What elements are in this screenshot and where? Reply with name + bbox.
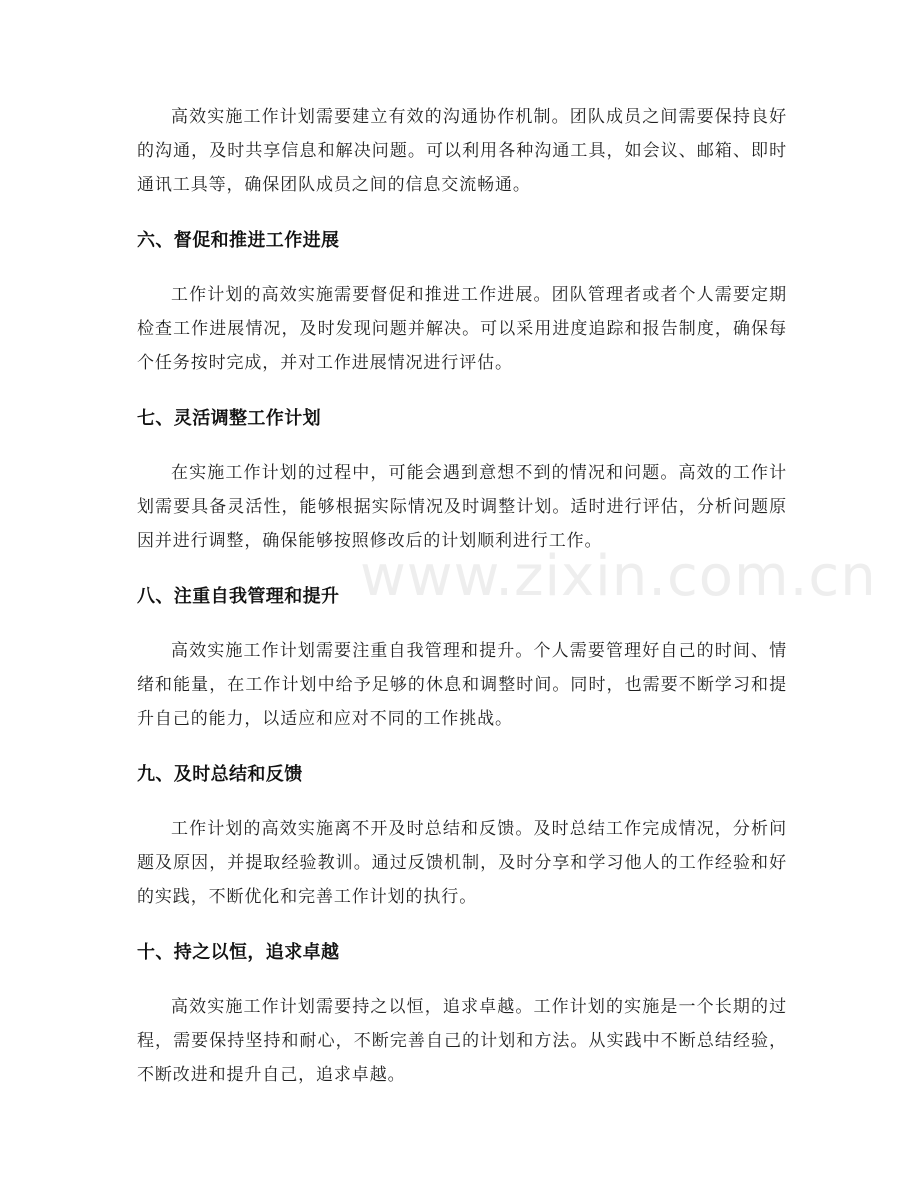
heading-section-10: 十、持之以恒，追求卓越	[137, 942, 340, 963]
paragraph-section-9: 工作计划的高效实施离不开及时总结和反馈。及时总结工作完成情况，分析问题及原因，并提取经验教训。通过反馈机制，及时分享和学习他人的工作经验和好的实践，不断优化和完善工作计划的执行。	[137, 819, 787, 907]
heading-section-8: 八、注重自我管理和提升	[137, 586, 340, 607]
heading-section-7: 七、灵活调整工作计划	[137, 408, 321, 429]
paragraph-intro: 高效实施工作计划需要建立有效的沟通协作机制。团队成员之间需要保持良好的沟通，及时共享信息和解决问题。可以利用各种沟通工具，如会议、邮箱、即时通讯工具等，确保团队成员之间的信息交流畅通。	[137, 107, 787, 195]
heading-section-9: 九、及时总结和反馈	[137, 764, 303, 785]
paragraph-section-8: 高效实施工作计划需要注重自我管理和提升。个人需要管理好自己的时间、情绪和能量，在工作计划中给予足够的休息和调整时间。同时，也需要不断学习和提升自己的能力，以适应和应对不同的工作挑战。	[137, 641, 787, 729]
paragraph-section-7: 在实施工作计划的过程中，可能会遇到意想不到的情况和问题。高效的工作计划需要具备灵活性，能够根据实际情况及时调整计划。适时进行评估，分析问题原因并进行调整，确保能够按照修改后的计划顺利进行工作。	[137, 463, 787, 551]
document-body	[137, 100, 787, 1092]
paragraph-section-10: 高效实施工作计划需要持之以恒，追求卓越。工作计划的实施是一个长期的过程，需要保持坚持和耐心，不断完善自己的计划和方法。从实践中不断总结经验，不断改进和提升自己，追求卓越。	[137, 997, 787, 1085]
paragraph-section-6: 工作计划的高效实施需要督促和推进工作进展。团队管理者或者个人需要定期检查工作进展情况，及时发现问题并解决。可以采用进度追踪和报告制度，确保每个任务按时完成，并对工作进展情况进行评估。	[137, 285, 787, 373]
watermark: www.zixin.com.cn	[360, 544, 877, 609]
heading-section-6: 六、督促和推进工作进展	[137, 230, 340, 251]
